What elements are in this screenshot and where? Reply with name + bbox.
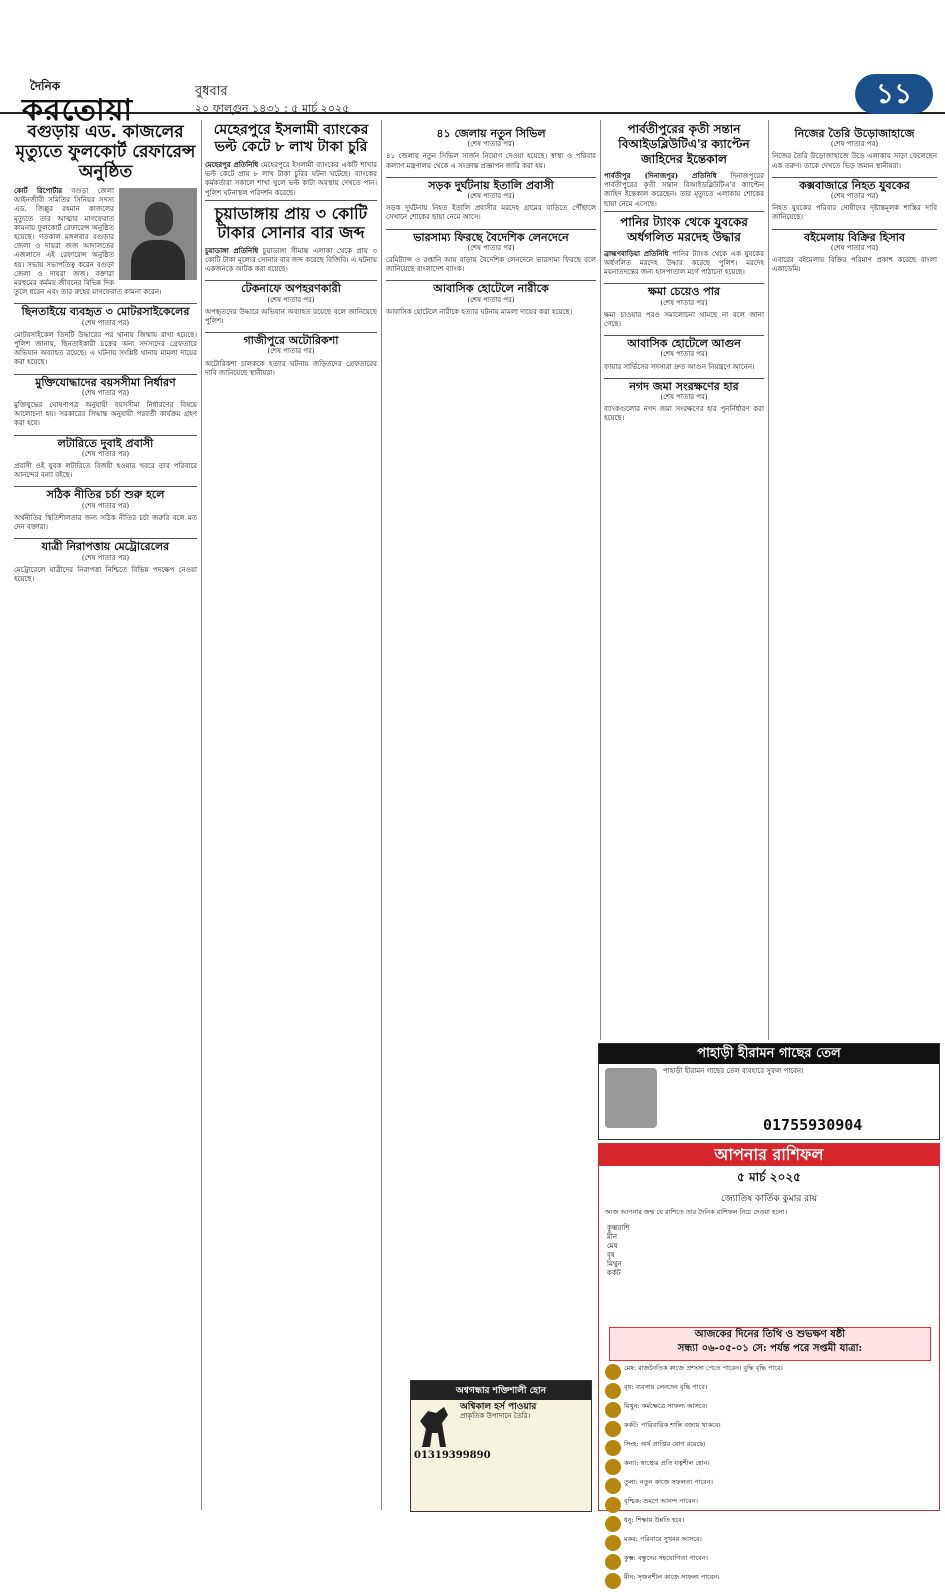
sign-list-item: মেষ [607,1242,618,1250]
sub-headline: ক্ষমা চেয়েও পার [604,283,764,296]
sub-headline: লটারিতে দুবাই প্রবাসী [14,435,197,448]
sub-headline: গাজীপুরে অটোরিকশা [205,332,377,345]
zodiac-icon [605,1554,621,1570]
column-3 [386,120,596,1510]
byline: মেহেরপুর প্রতিনিধি [205,160,259,169]
sub-headline: মুক্তিযোদ্ধাদের বয়সসীমা নির্ধারণ [14,374,197,387]
headline-water-tank: পানির ট্যাংক থেকে যুবকের অর্ধগলিত মরদেহ উদ্ধার [604,211,764,245]
byline: পার্বতীপুর (দিনাজপুর) প্রতিনিধি [604,171,717,180]
horoscope-item: সিংহ: অর্থ প্রাপ্তির যোগ রয়েছে। [605,1440,935,1456]
sub-headline: বইমেলায় বিক্রির হিসাব [772,229,937,242]
horoscope-item: মেষ: রাজনৈতিক কাজে প্রশংসা পেতে পারেন। বুদ্ধি বৃদ্ধি পাবে। [605,1364,935,1380]
masthead [0,0,945,128]
column-divider [201,120,202,1510]
column-2 [205,120,377,1510]
headline-meherpur: মেহেরপুরে ইসলামী ব্যাংকের ভল্ট কেটে ৮ লাখ টাকা চুরি [213,122,369,155]
zodiac-icon [605,1535,621,1551]
article-body: অপহৃতদের উদ্ধারে অভিযান অব্যাহত রয়েছে বলে জানিয়েছে পুলিশ। [205,307,377,326]
horoscope-item: কর্কট: পারিবারিক শান্তি বজায় থাকবে। [605,1421,935,1437]
article-body: অটোরিকশা চালককে হত্যার ঘটনায় জড়িতদের গ্রেফতারের দাবি জানিয়েছে স্থানীয়রা। [205,359,377,377]
zodiac-icon [605,1497,621,1513]
horoscope-section [598,1143,940,1581]
continuation-note: (শেষ পাতার পর) [467,295,515,304]
article-body: ব্যাংকগুলোর নগদ জমা সংরক্ষণের হার পুনর্নির্ধারণ করা হয়েছে। [604,405,764,423]
zodiac-icon [605,1440,621,1456]
article-body: ৪১ জেলায় নতুন সিভিল সার্জন নিয়োগ দেওয়া হয়েছে। স্বাস্থ্য ও পরিবার কল্যাণ মন্ত্রণালয় থেকে এ সংক্রান্ত প্রজ্ঞাপন জারি করা হয়। [386,152,596,170]
ad-text: পাহাড়ী হীরামন গাছের তেল ব্যবহারে সুফল পাবেন। [663,1067,804,1075]
byline: ব্রাহ্মণবাড়িয়া প্রতিনিধি [604,248,669,258]
ad-title: পাহাড়ী হীরামন গাছের তেল [599,1044,939,1064]
issue-date: ২০ ফাল্গুন ১৪৩১ : ৫ মার্চ ২০২৫ [195,102,350,115]
page-number-badge: ১১ [855,74,933,114]
continuation-note: (শেষ পাতার পর) [660,350,708,359]
newspaper-logo: করতোয়া [22,93,134,128]
zodiac-icon [605,1459,621,1475]
article-body: মেট্রোরেলে যাত্রীদের নিরাপত্তা নিশ্চিতে বিভিন্ন পদক্ষেপ নেওয়া হয়েছে। [14,565,197,583]
horoscope-item: মীন: সৃজনশীল কাজে সাফল্য পাবেন। [605,1573,935,1589]
sign-list [607,1224,767,1278]
horoscope-author: জ্যোতিষ কার্তিক কুমার রায় [720,1194,818,1204]
zodiac-icon [605,1421,621,1437]
continuation-note: (শেষ পাতার পর) [467,140,515,149]
continuation-note: (শেষ পাতার পর) [267,295,315,304]
tithi-line-2: সন্ধ্যা ০৬-০৫-০১ সে: পর্যন্ত পরে সপ্তমী যাত্রা: [677,1343,863,1354]
zodiac-icon [605,1383,621,1399]
advertiser-portrait [605,1068,657,1128]
logo-small: দৈনিক [30,79,61,93]
issue-day: বুধবার [195,84,228,99]
column-4 [604,120,764,1038]
horoscope-grid [605,1364,935,1592]
sub-headline: সড়ক দুর্ঘটনায় ইতালি প্রবাসী [386,177,596,190]
article-body: চুয়াডাঙ্গা সীমান্ত এলাকা থেকে প্রায় ৩ কোটি টাকা মূল্যের সোনার বার জব্দ করেছে বিজিবি। এ ঘটনায় একজনকে আটক করা হয়েছে। [205,246,377,274]
ad-phone: 01755930904 [763,1116,863,1134]
tithi-line-1: আজকের দিনের তিথি ও শুভক্ষণ ষষ্ঠী [694,1329,846,1340]
sub-headline: আবাসিক হোটেলে আগুন [604,335,764,348]
column-divider [600,120,601,1040]
continuation-note: (শেষ পাতার পর) [81,501,130,510]
continuation-note: (শেষ পাতার পর) [81,318,130,327]
column-divider [768,120,769,1040]
sub-headline: নিজের তৈরি উড়োজাহাজে [794,127,915,140]
sign-list-item: কুম্ভরাশি [607,1224,630,1232]
tithi-box [609,1327,931,1361]
column-divider [381,120,382,1510]
article-body: সড়ক দুর্ঘটনায় নিহত ইতালি প্রবাসীর মরদেহ গ্রামের বাড়িতে পৌঁছালে সেখানে শোকের ছায়া নেমে আসে। [386,204,596,222]
article-body: অর্থনীতির স্থিতিশীলতার জন্য সঠিক নীতির চর্চা জরুরি বলে মত দেন বক্তারা। [14,513,197,532]
column-1 [14,120,197,1510]
zodiac-icon [605,1516,621,1532]
article-body: আবাসিক হোটেলে নারীকে হত্যার ঘটনায় মামলা দায়ের করা হয়েছে। [386,307,573,316]
sub-headline: কক্সবাজারে নিহত যুবকের [772,177,937,190]
continuation-note: (শেষ পাতার পর) [467,243,515,252]
sub-headline: যাত্রী নিরাপত্তায় মেট্রোরেলের [14,538,197,551]
ad-tagline: অশ্বগন্ধার শক্তিশালী হোন [411,1381,591,1400]
continuation-note: (শেষ পাতার পর) [81,553,130,562]
sub-headline: সঠিক নীতির চর্চা শুরু হলে [14,486,197,499]
oil-advertisement [598,1043,940,1140]
horoscope-title: আপনার রাশিফল [599,1144,939,1166]
sign-list-item: মীন [607,1233,618,1241]
byline: চুয়াডাঙ্গা প্রতিনিধি [205,245,259,255]
article-body: মেহেরপুরে ইসলামী ব্যাংকের একটি শাখার ভল্ট কেটে প্রায় ৮ লাখ টাকা চুরির ঘটনা ঘটেছে। ব্যাংকের কর্মকর্তারা সকালে শাখা খুলে ভল্ট কাটা অবস্থায় দেখতে পান। পুলিশ ঘটনাস্থল পরিদর্শন করেছে। [205,161,377,197]
horoscope-item: বৃশ্চিক: ভ্রমণে আনন্দ পাবেন। [605,1497,935,1513]
continuation-note: (শেষ পাতার পর) [267,347,315,356]
continuation-note: (শেষ পাতার পর) [467,192,515,201]
sign-list-item: বৃষ [607,1251,615,1259]
horoscope-item: কন্যা: স্বাস্থ্যের প্রতি যত্নশীল হোন। [605,1459,935,1475]
zodiac-icon [605,1402,621,1418]
sub-headline: নগদ জমা সংরক্ষণের হার [604,378,764,391]
sign-list-item: কর্কট [607,1269,621,1277]
article-body: নিজের তৈরি উড়োজাহাজে উড়ে এলাকায় সাড়া ফেলেছেন এক তরুণ। তাকে দেখতে ভিড় জমান স্থানীয়রা। [772,152,937,170]
continuation-note: (শেষ পাতার পর) [660,298,708,307]
horoscope-item: বৃষ: ব্যবসায় লেনদেন বৃদ্ধি পাবে। [605,1383,935,1399]
byline: কোর্ট রিপোর্টার [14,186,63,195]
headline-kajol: বগুড়ায় এড. কাজলের মৃত্যুতে ফুলকোর্ট রেফারেন্স অনুষ্ঠিত [15,122,196,182]
continuation-note: (শেষ পাতার পর) [830,243,879,252]
continuation-note: (শেষ পাতার পর) [830,192,879,201]
continuation-note: (শেষ পাতার পর) [81,388,130,397]
article-body: রেমিট্যান্স ও রপ্তানি আয় বাড়ায় বৈদেশিক লেনদেনে ভারসাম্য ফিরছে বলে জানিয়েছে বাংলাদেশ ব্যাংক। [386,256,596,274]
continuation-note: (শেষ পাতার পর) [81,449,130,458]
horoscope-intro: আজ আপনার জন্ম যে রাশিতে তার দৈনিক রাশিফল নিচে দেওয়া হলো। [605,1208,788,1216]
horoscope-item: ধনু: শিক্ষায় উন্নতি হবে। [605,1516,935,1532]
zodiac-icon [605,1573,621,1589]
horse-icon [414,1403,456,1451]
article-body: পানির ট্যাংক থেকে এক যুবকের অর্ধগলিত মরদেহ উদ্ধার করেছে পুলিশ। মরদেহ ময়নাতদন্তের জন্য হাসপাতাল মর্গে পাঠানো হয়েছে। [604,249,764,277]
horoscope-item: মকর: পরিবারে সুখবর আসবে। [605,1535,935,1551]
column-5 [772,120,937,1038]
sub-headline: ৪১ জেলায় নতুন সিভিল [436,127,546,140]
continuation-note: (শেষ পাতার পর) [830,140,879,149]
sign-list-item: মিথুন [607,1260,622,1268]
article-body: ক্ষমা চাওয়ার পরও সমালোচনা থামছে না বলে জানা গেছে। [604,310,764,329]
article-body: মোটরসাইকেল তিনটি উদ্ধারের পর থানায় জিম্মায় রাখা হয়েছে। পুলিশ জানায়, ছিনতাইকারী চক্রের অন্য সদস্যদের গ্রেফতারে অভিযান অব্যাহত রয়েছে। এ ঘটনায় সংশ্লিষ্ট থানায় মামলা দায়ের করা হয়েছে। [14,330,197,367]
article-body: প্রবাসী ওই যুবক লটারিতে বিজয়ী হওয়ার খবরে তার পরিবারে আনন্দের বন্যা বইছে। [14,462,197,480]
sub-headline: আবাসিক হোটেলে নারীকে [386,280,596,293]
zodiac-icon [605,1364,621,1380]
horoscope-item: তুলা: নতুন কাজে সফলতা পাবেন। [605,1478,935,1494]
horoscope-date: ৫ মার্চ ২০২৫ [737,1170,801,1184]
horoscope-item: কুম্ভ: বন্ধুদের সহযোগিতা পাবেন। [605,1554,935,1570]
article-body: নিহত যুবকের পরিবার দোষীদের দৃষ্টান্তমূলক শাস্তির দাবি জানিয়েছে। [772,204,937,222]
sub-headline: ছিনতাইয়ে ব্যবহৃত ৩ মোটরসাইকেলের [14,303,197,316]
article-body: ফায়ার সার্ভিসের সদস্যরা দ্রুত আগুন নিয়ন্ত্রণে আনেন। [604,362,755,371]
product-description: প্রাকৃতিক উপাদানে তৈরি। [460,1412,531,1420]
continuation-note: (শেষ পাতার পর) [660,393,708,402]
product-name: অশ্বিকাল হর্স পাওয়ার [460,1402,537,1412]
article-body: এবারের বইমেলায় বিক্রির পরিমাণ প্রকাশ করেছে বাংলা একাডেমি। [772,256,937,274]
headline-gold-bar: চুয়াডাঙ্গায় প্রায় ৩ কোটি টাকার সোনার বার জব্দ [205,200,377,242]
horoscope-item: মিথুন: কর্মক্ষেত্রে সাফল্য আসবে। [605,1402,935,1418]
article-body: দিনাজপুরের পার্বতীপুরের কৃতী সন্তান বিআইডব্লিউটিএ'র ক্যাপ্টেন জাহিদ ইন্তেকাল করেছেন। তার মৃত্যুতে এলাকায় শোকের ছায়া নেমে এসেছে। [604,172,764,208]
article-body: মুক্তিযুদ্ধের ঘোষণাপত্র অনুযায়ী বয়সসীমা নির্ধারণের বিষয়ে আলোচনা হয়। সরকারের সিদ্ধান্ত অনুযায়ী পরবর্তী কার্যক্রম গ্রহণ করা হবে। [14,401,197,428]
horse-power-advertisement [410,1380,592,1512]
sub-headline: টেকনাফে অপহরণকারী [205,280,377,293]
ad-phone: 01319399890 [414,1450,491,1461]
portrait-photo [119,188,197,280]
headline-parbatipur: পার্বতীপুরের কৃতী সন্তান বিআইডব্লিউটিএ'র ক্যাপ্টেন জাহিদের ইন্তেকাল [618,122,750,166]
sub-headline: ভারসাম্য ফিরছে বৈদেশিক লেনদেনে [386,229,596,242]
article-body: বগুড়া জেলা আইনজীবী সমিতির সিনিয়র সদস্য এড. জিল্লুর রহমান কাজলের মৃত্যুতে তার আত্মার মাগফেরাত কামনায় ফুলকোর্ট রেফারেন্স অনুষ্ঠিত হয়েছে। গতকাল মঙ্গলবার বগুড়ার জেলা ও দায়রা জজ আদালতের এজলাসে এই রেফারেন্স অনুষ্ঠিত হয়। সভায় সভাপতিত্ব করেন বগুড়া জেলা ও দায়রা জজ। বক্তারা মরহুমের কর্মময় জীবনের বিভিন্ন দিক তুলে ধরেন এবং তার রুহের মাগফেরাত কামনা করেন। [14,187,162,297]
zodiac-icon [605,1478,621,1494]
